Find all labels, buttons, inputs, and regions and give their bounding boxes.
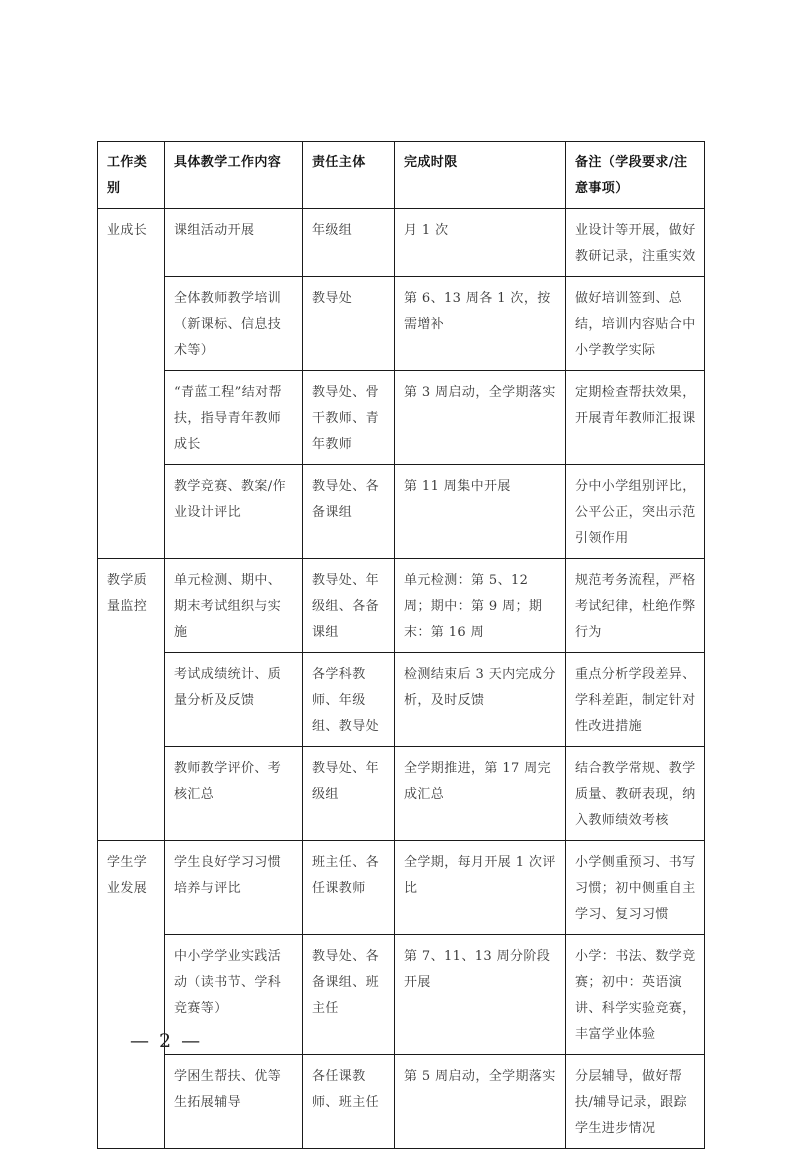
table-row [98, 277, 705, 371]
owner-cell: 教导处、各备课组 [303, 465, 395, 559]
content-cell: 课组活动开展 [165, 209, 303, 277]
table-header-row [98, 142, 705, 209]
owner-cell: 教导处、骨干教师、青年教师 [303, 371, 395, 465]
content-cell: 教学竞赛、教案/作业设计评比 [165, 465, 303, 559]
note-cell: 规范考务流程，严格考试纪律，杜绝作弊行为 [566, 559, 705, 653]
owner-cell: 教导处、各备课组、班主任 [303, 935, 395, 1055]
deadline-cell: 第 11 周集中开展 [395, 465, 566, 559]
deadline-cell: 第 5 周启动，全学期落实 [395, 1055, 566, 1149]
deadline-cell: 第 3 周启动，全学期落实 [395, 371, 566, 465]
deadline-cell: 单元检测：第 5、12 周；期中：第 9 周；期末：第 16 周 [395, 559, 566, 653]
category-cell: 学生学业发展 [98, 841, 165, 1149]
header-content: 具体教学工作内容 [165, 142, 303, 209]
content-cell: “青蓝工程”结对帮扶，指导青年教师成长 [165, 371, 303, 465]
owner-cell: 各学科教师、年级组、教导处 [303, 653, 395, 747]
table-row [98, 841, 705, 935]
page-number: — 2 — [130, 1030, 203, 1052]
content-cell: 学困生帮扶、优等生拓展辅导 [165, 1055, 303, 1149]
note-cell: 小学侧重预习、书写习惯；初中侧重自主学习、复习习惯 [566, 841, 705, 935]
table-row [98, 747, 705, 841]
note-cell: 定期检查帮扶效果，开展青年教师汇报课 [566, 371, 705, 465]
table-row [98, 653, 705, 747]
category-cell: 业成长 [98, 209, 165, 559]
note-cell: 做好培训签到、总结，培训内容贴合中小学教学实际 [566, 277, 705, 371]
deadline-cell: 全学期推进，第 17 周完成汇总 [395, 747, 566, 841]
deadline-cell: 月 1 次 [395, 209, 566, 277]
table-row [98, 559, 705, 653]
note-cell: 结合教学常规、教学质量、教研表现，纳入教师绩效考核 [566, 747, 705, 841]
header-category: 工作类别 [98, 142, 165, 209]
note-cell: 小学：书法、数学竞赛；初中：英语演讲、科学实验竞赛，丰富学业体验 [566, 935, 705, 1055]
content-cell: 学生良好学习习惯培养与评比 [165, 841, 303, 935]
category-cell: 教学质量监控 [98, 559, 165, 841]
owner-cell: 班主任、各任课教师 [303, 841, 395, 935]
header-owner: 责任主体 [303, 142, 395, 209]
header-deadline: 完成时限 [395, 142, 566, 209]
note-cell: 分层辅导，做好帮扶/辅导记录，跟踪学生进步情况 [566, 1055, 705, 1149]
deadline-cell: 全学期，每月开展 1 次评比 [395, 841, 566, 935]
table-row [98, 371, 705, 465]
owner-cell: 年级组 [303, 209, 395, 277]
owner-cell: 教导处、年级组、各备课组 [303, 559, 395, 653]
deadline-cell: 第 6、13 周各 1 次，按需增补 [395, 277, 566, 371]
content-cell: 单元检测、期中、期末考试组织与实施 [165, 559, 303, 653]
content-cell: 全体教师教学培训（新课标、信息技术等） [165, 277, 303, 371]
note-cell: 分中小学组别评比，公平公正，突出示范引领作用 [566, 465, 705, 559]
note-cell: 重点分析学段差异、学科差距，制定针对性改进措施 [566, 653, 705, 747]
header-note: 备注（学段要求/注意事项） [566, 142, 705, 209]
deadline-cell: 检测结束后 3 天内完成分析，及时反馈 [395, 653, 566, 747]
owner-cell: 教导处、年级组 [303, 747, 395, 841]
table-row [98, 465, 705, 559]
content-cell: 教师教学评价、考核汇总 [165, 747, 303, 841]
table-row [98, 209, 705, 277]
owner-cell: 各任课教师、班主任 [303, 1055, 395, 1149]
content-cell: 考试成绩统计、质量分析及反馈 [165, 653, 303, 747]
owner-cell: 教导处 [303, 277, 395, 371]
note-cell: 业设计等开展，做好教研记录，注重实效 [566, 209, 705, 277]
deadline-cell: 第 7、11、13 周分阶段开展 [395, 935, 566, 1055]
teaching-work-table [97, 141, 705, 1149]
table-row [98, 1055, 705, 1149]
content-cell: 中小学学业实践活动（读书节、学科竞赛等） [165, 935, 303, 1055]
